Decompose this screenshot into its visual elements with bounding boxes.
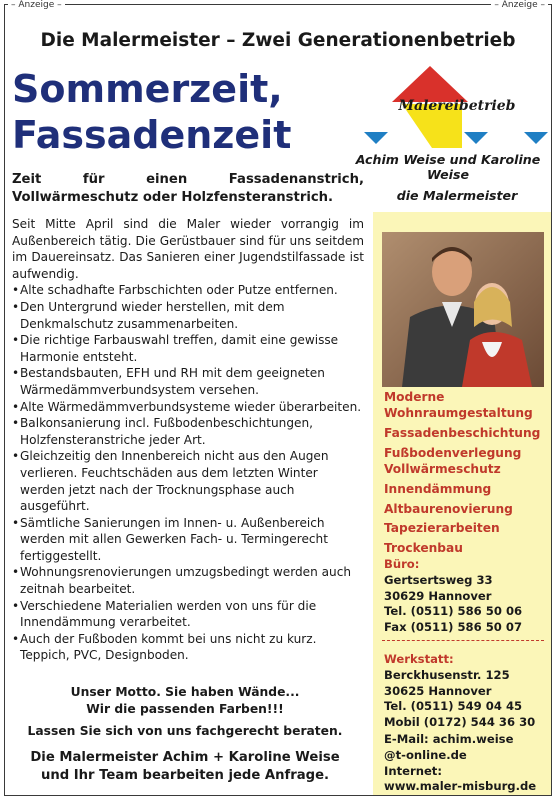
service-item: Innendämmung [384,481,492,496]
headline [12,66,352,158]
list-item: • Verschiedene Materialien werden von uns für die Innendämmung verarbeitet. [12,598,364,631]
headline-line-2: Fassadenzeit [12,113,292,157]
office-city: 30629 Hannover [384,588,492,603]
office-tel: Tel. (0511) 586 50 06 [384,604,523,619]
list-item: • Alte Wärmedämmverbundsysteme wieder überarbeiten. [12,399,364,416]
internet-label: Internet: [384,763,442,778]
closing-line-2: und Ihr Team bearbeiten jede Anfrage. [40,768,330,783]
office-block [384,557,550,636]
logo-subtitle: die Malermeister [396,188,518,203]
workshop-heading: Werkstatt: [384,652,454,666]
logo-blue-arrow-right [524,132,548,144]
logo-graphic [362,64,552,204]
list-item: • Wohnungsrenovierungen umzugsbedingt werden auch zeitnah bearbeitet. [12,564,364,597]
ad-tag-right: – Anzeige – [491,0,548,10]
header-title: Die Malermeister – Zwei Generationenbetrieb [40,30,516,51]
list-item: • Die richtige Farbauswahl treffen, damit eine gewisse Harmonie entsteht. [12,332,364,365]
closing [8,749,362,785]
lead-paragraph: Zeit für einen Fassadenanstrich, Vollwärmeschutz oder Holzfensteranstrich. [12,172,364,205]
ad-tag-left: – Anzeige – [8,0,65,10]
motto [8,684,362,740]
logo-blue-arrow-middle [464,132,488,144]
team-photo [382,232,544,387]
workshop-street: Berckhusenstr. 125 [384,667,510,682]
service-item: Moderne Wohnraumgestaltung [384,390,533,421]
services-list [384,389,550,560]
list-item: • Gleichzeitig den Innenbereich nicht aus den Augen verlieren. Feuchtschäden aus dem letzten Winter werden jetzt nach der Trocknungsphase auch ausgeführt. [12,448,364,514]
bullet-list [12,282,364,664]
closing-line-1: Die Malermeister Achim + Karoline Weise [30,750,340,765]
website-link[interactable]: www.maler-misburg.de [384,779,537,794]
office-street: Gertsertsweg 33 [384,572,493,587]
headline-line-1: Sommerzeit, [12,67,283,111]
workshop-mobil: Mobil (0172) 544 36 30 [384,715,536,730]
logo-blue-arrow-left [364,132,388,144]
list-item: • Bestandsbauten, EFH und RH mit dem geeigneten Wärmedämmverbundsystem versehen. [12,365,364,398]
office-heading: Büro: [384,557,420,571]
email-line-2[interactable]: @t-online.de [384,747,467,762]
contact-block [384,732,550,795]
list-item: • Den Untergrund wieder herstellen, mit dem Denkmalschutz zusammenarbeiten. [12,299,364,332]
motto-line-3: Lassen Sie sich von uns fachgerecht beraten. [27,724,343,738]
sidebar-divider [382,640,544,641]
workshop-block [384,652,550,731]
service-item: Altbaurenovierung [384,501,513,516]
service-item: Tapezierarbeiten [384,521,500,536]
list-item: • Sämtliche Sanierungen im Innen- u. Außenbereich werden mit allen Gewerken Fach- u. Termingerecht fertiggestellt. [12,515,364,565]
list-item: • Alte schadhafte Farbschichten oder Putze entfernen. [12,282,364,299]
list-item: • Auch der Fußboden kommt bei uns nicht zu kurz. Teppich, PVC, Designboden. [12,631,364,664]
motto-line-1: Unser Motto. Sie haben Wände... [70,685,300,699]
office-fax: Fax (0511) 586 50 07 [384,620,523,635]
intro-paragraph: Seit Mitte April sind die Maler wieder vorrangig im Außenbereich tätig. Die Gerüstbauer sind für uns seitdem im Dauereinsatz. Das Sanieren einer Jugendstilfassade ist aufwendig. [12,217,364,281]
service-item: Fassadenbeschichtung [384,426,541,440]
logo-title: Malereibetrieb [398,98,516,114]
motto-line-2: Wir die passenden Farben!!! [86,702,284,716]
service-item: Fußbodenverlegung Vollwärmeschutz [384,445,522,476]
list-item: • Balkonsanierung incl. Fußbodenbeschichtungen, Holzfensteranstriche jeder Art. [12,415,364,448]
article-body [12,216,364,664]
service-item: Trockenbau [384,541,463,556]
email-line-1[interactable]: E-Mail: achim.weise [384,732,514,746]
workshop-tel: Tel. (0511) 549 04 45 [384,699,523,714]
workshop-city: 30625 Hannover [384,683,492,698]
logo-red-triangle [392,66,468,102]
logo-names: Achim Weise und Karoline Weise [355,152,541,182]
